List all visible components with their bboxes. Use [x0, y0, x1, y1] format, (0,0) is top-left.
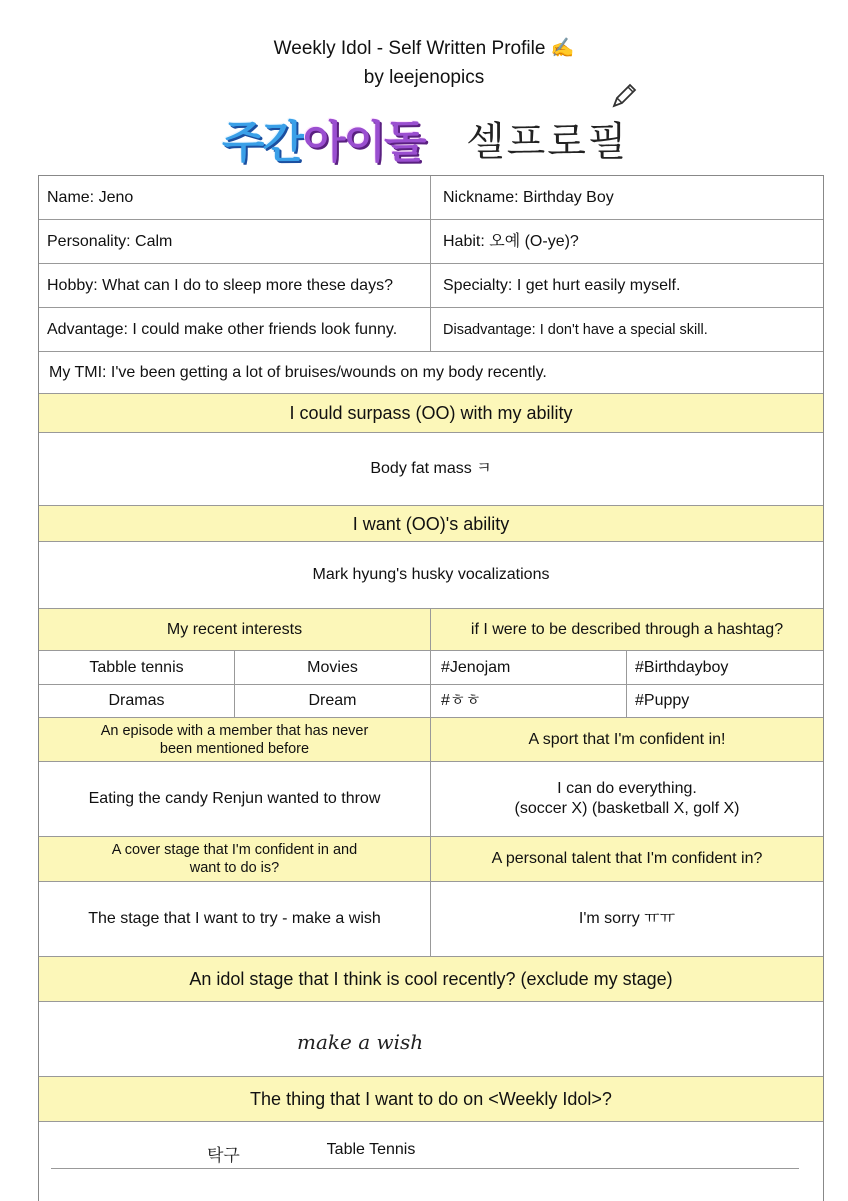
row-idol-stage-answer	[39, 1002, 823, 1077]
self-profile-logo: 셀프로필	[466, 119, 629, 165]
row-episode-answer	[39, 762, 823, 837]
cover-question: A cover stage that I'm confident in and want to do is?	[39, 837, 431, 881]
row-cover-question	[39, 837, 823, 882]
advantage-cell: Advantage: I could make other friends look funny.	[39, 308, 431, 351]
hashtags-header: if I were to be described through a hashtag?	[470, 620, 784, 638]
hobby-cell: Hobby: What can I do to sleep more these days?	[39, 264, 431, 307]
cover-answer: The stage that I want to try - make a wish	[39, 882, 431, 956]
bottom-rule	[51, 1168, 799, 1169]
row-tmi	[39, 352, 823, 394]
sport-answer-line1: I can do everything.	[557, 780, 697, 797]
specialty-cell: Specialty: I get hurt easily myself.	[443, 276, 681, 294]
pencil-icon	[608, 80, 640, 112]
surpass-question: I could surpass (OO) with my ability	[289, 403, 573, 423]
sport-answer-line2: (soccer X) (basketball X, golf X)	[514, 800, 740, 817]
want-ability-question: I want (OO)'s ability	[352, 513, 510, 534]
episode-question: An episode with a member that has never been mentioned before	[39, 718, 431, 761]
row-advantage	[39, 308, 823, 352]
logo-part2: 아이돌	[303, 118, 425, 167]
disadvantage-cell: Disadvantage: I don't have a special skill.	[443, 321, 708, 338]
talent-answer: I'm sorry ㅠㅠ	[578, 910, 676, 927]
row-want-answer	[39, 542, 823, 609]
row-interests-header	[39, 609, 823, 651]
row-interests-2	[39, 685, 823, 718]
profile-sheet	[38, 175, 824, 1201]
byline: by leejenopics	[363, 67, 485, 88]
idol-stage-question: An idol stage that I think is cool recently? (exclude my stage)	[189, 969, 673, 989]
page-header	[0, 34, 848, 92]
row-personality	[39, 220, 823, 264]
want-ability-answer: Mark hyung's husky vocalizations	[312, 566, 550, 583]
interests-header: My recent interests	[39, 609, 431, 650]
row-interests-1	[39, 651, 823, 685]
interest-item: Movies	[235, 651, 431, 684]
episode-answer: Eating the candy Renjun wanted to throw	[39, 762, 431, 836]
row-hobby	[39, 264, 823, 308]
weekly-idol-handwritten: 탁구	[207, 1146, 240, 1166]
interest-item: Dramas	[39, 685, 235, 717]
weekly-idol-question: The thing that I want to do on <Weekly Idol>?	[250, 1089, 612, 1109]
row-weekly-idol-answer	[39, 1122, 823, 1201]
idol-stage-handwritten: make a wish	[297, 1030, 424, 1054]
weekly-idol-answer: Table Tennis	[326, 1141, 416, 1158]
nickname-cell: Nickname: Birthday Boy	[443, 188, 614, 206]
habit-cell: Habit: 오예 (O-ye)?	[443, 232, 579, 250]
row-surpass-answer	[39, 433, 823, 506]
row-want-question	[39, 506, 823, 542]
page-title: Weekly Idol - Self Written Profile ✍️	[273, 38, 575, 59]
talent-question: A personal talent that I'm confident in?	[491, 850, 763, 867]
row-weekly-idol-question	[39, 1077, 823, 1122]
row-surpass-question	[39, 394, 823, 433]
name-cell: Name: Jeno	[39, 176, 431, 219]
personality-cell: Personality: Calm	[39, 220, 431, 263]
weekly-idol-logo	[222, 106, 425, 170]
row-cover-answer	[39, 882, 823, 957]
logo-part1: 주간	[222, 118, 304, 167]
surpass-answer: Body fat mass ㅋ	[370, 460, 492, 477]
interest-item: Tabble tennis	[39, 651, 235, 684]
hashtag-item: #Jenojam	[431, 651, 627, 684]
row-idol-stage-question	[39, 957, 823, 1002]
hashtag-item: #Birthdayboy	[635, 658, 729, 676]
show-logo	[222, 104, 642, 167]
hashtag-item: #Puppy	[635, 692, 690, 709]
sport-answer	[431, 762, 823, 836]
hashtag-item: #ㅎㅎ	[431, 685, 627, 717]
sport-question: A sport that I'm confident in!	[528, 730, 726, 748]
interest-item: Dream	[235, 685, 431, 717]
tmi-cell: My TMI: I've been getting a lot of bruises/wounds on my body recently.	[49, 363, 547, 381]
row-name	[39, 176, 823, 220]
row-episode-question	[39, 718, 823, 762]
